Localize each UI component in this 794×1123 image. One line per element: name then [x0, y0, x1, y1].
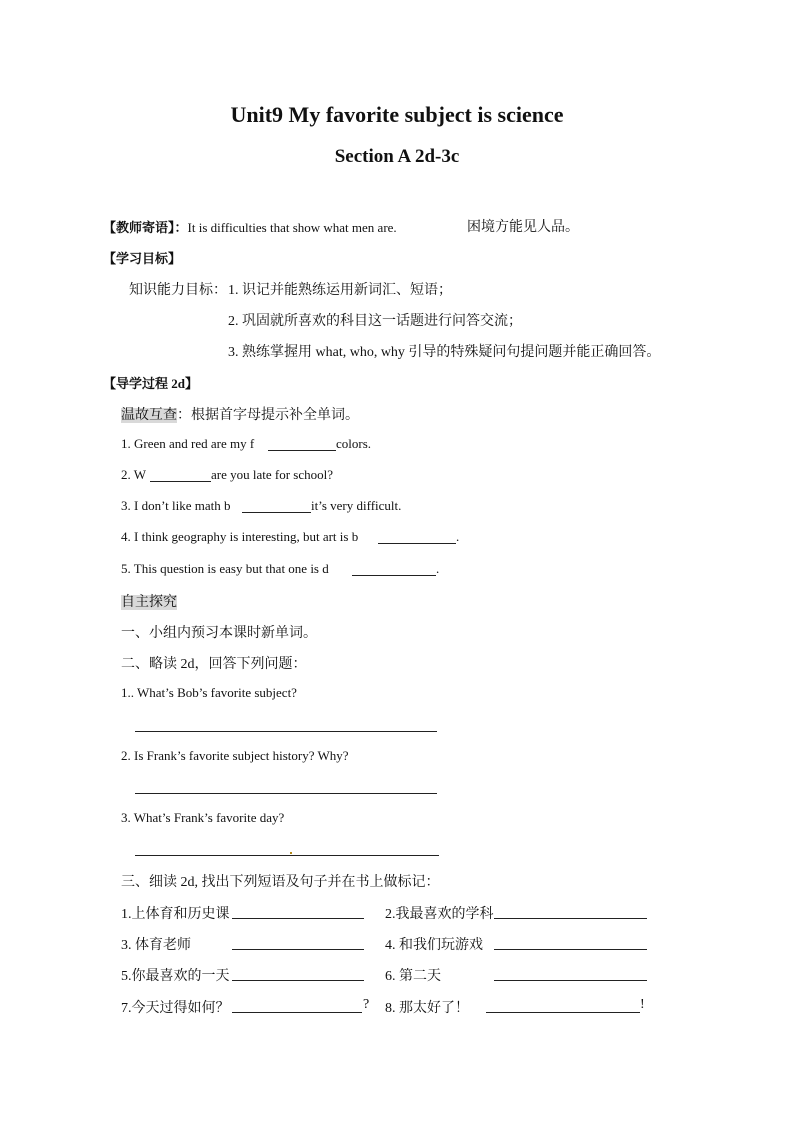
- review-item-3-post: it’s very difficult.: [311, 498, 402, 513]
- answer-blank[interactable]: [352, 575, 436, 576]
- teacher-note: [103, 217, 397, 236]
- phrase-6: 6. 第二天: [385, 969, 441, 984]
- answer-blank[interactable]: [494, 980, 647, 981]
- objective-item-3: 3. 熟练掌握用 what, who, why 引导的特殊疑问句提问题并能正确回答。: [228, 345, 661, 360]
- answer-blank[interactable]: [242, 512, 311, 513]
- page-title: Unit9 My favorite subject is science: [230, 102, 564, 127]
- objectives-label: 【学习目标】: [103, 251, 182, 266]
- answer-blank[interactable]: [494, 949, 647, 950]
- review-item-5-pre: 5. This question is easy but that one is d: [121, 561, 329, 576]
- process-label: 【导学过程 2d】: [103, 376, 198, 391]
- phrase-8-end: !: [640, 997, 645, 1012]
- teacher-note-text: It is difficulties that show what men are.: [187, 220, 397, 235]
- review-label: 温故互查: [121, 408, 177, 423]
- question-2: 2. Is Frank’s favorite subject history? Why?: [121, 748, 349, 763]
- phrase-7-end: ?: [363, 997, 370, 1012]
- self-study-label: 自主探究: [121, 595, 177, 610]
- review-item-2-pre: 2. W: [121, 467, 147, 482]
- phrase-5: 5.你最喜欢的一天: [121, 969, 230, 984]
- review-item-5-post: .: [436, 561, 440, 576]
- phrase-1: 1.上体育和历史课: [121, 907, 230, 922]
- review-item-1-pre: 1. Green and red are my f: [121, 436, 255, 451]
- review-item-4-pre: 4. I think geography is interesting, but art is b: [121, 529, 359, 544]
- phrase-2: 2.我最喜欢的学科: [385, 907, 494, 922]
- section-subtitle: Section A 2d-3c: [334, 146, 460, 167]
- review-heading: [121, 404, 359, 424]
- phrase-7: 7.今天过得如何？: [121, 1001, 230, 1016]
- answer-line[interactable]: [135, 731, 437, 732]
- objective-item-1: 1. 识记并能熟练运用新词汇、短语；: [228, 283, 452, 298]
- answer-line[interactable]: [135, 793, 437, 794]
- answer-blank[interactable]: [232, 918, 364, 919]
- section-one: 一、小组内预习本课时新单词。: [121, 626, 317, 641]
- answer-blank[interactable]: [378, 543, 456, 544]
- section-three: 三、细读 2d, 找出下列短语及句子并在书上做标记：: [121, 875, 440, 890]
- answer-blank[interactable]: [486, 1012, 640, 1013]
- phrase-4: 4. 和我们玩游戏: [385, 938, 483, 953]
- review-item-3-pre: 3. I don’t like math b: [121, 498, 231, 513]
- teacher-note-chinese: 困境方能见人品。: [467, 220, 579, 235]
- objective-item-2: 2. 巩固就所喜欢的科目这一话题进行问答交流；: [228, 314, 522, 329]
- ink-dot: [290, 852, 292, 854]
- answer-blank[interactable]: [232, 980, 364, 981]
- answer-blank[interactable]: [150, 481, 211, 482]
- review-item-4-post: .: [456, 529, 460, 544]
- review-item-2-post: are you late for school?: [211, 467, 334, 482]
- answer-line[interactable]: [135, 855, 439, 856]
- question-1: 1.. What’s Bob’s favorite subject?: [121, 685, 297, 700]
- teacher-note-label: 【教师寄语】：: [103, 220, 188, 235]
- phrase-3: 3. 体育老师: [121, 938, 191, 953]
- answer-blank[interactable]: [232, 1012, 362, 1013]
- objectives-lead: 知识能力目标：: [129, 283, 227, 298]
- review-instruction: ：根据首字母提示补全单词。: [177, 408, 359, 423]
- answer-blank[interactable]: [268, 450, 336, 451]
- section-two: 二、略读 2d，回答下列问题：: [121, 657, 307, 672]
- review-item-1-post: colors.: [336, 436, 372, 451]
- question-3: 3. What’s Frank’s favorite day?: [121, 810, 285, 825]
- answer-blank[interactable]: [494, 918, 647, 919]
- answer-blank[interactable]: [232, 949, 364, 950]
- phrase-8: 8. 那太好了！: [385, 1001, 469, 1016]
